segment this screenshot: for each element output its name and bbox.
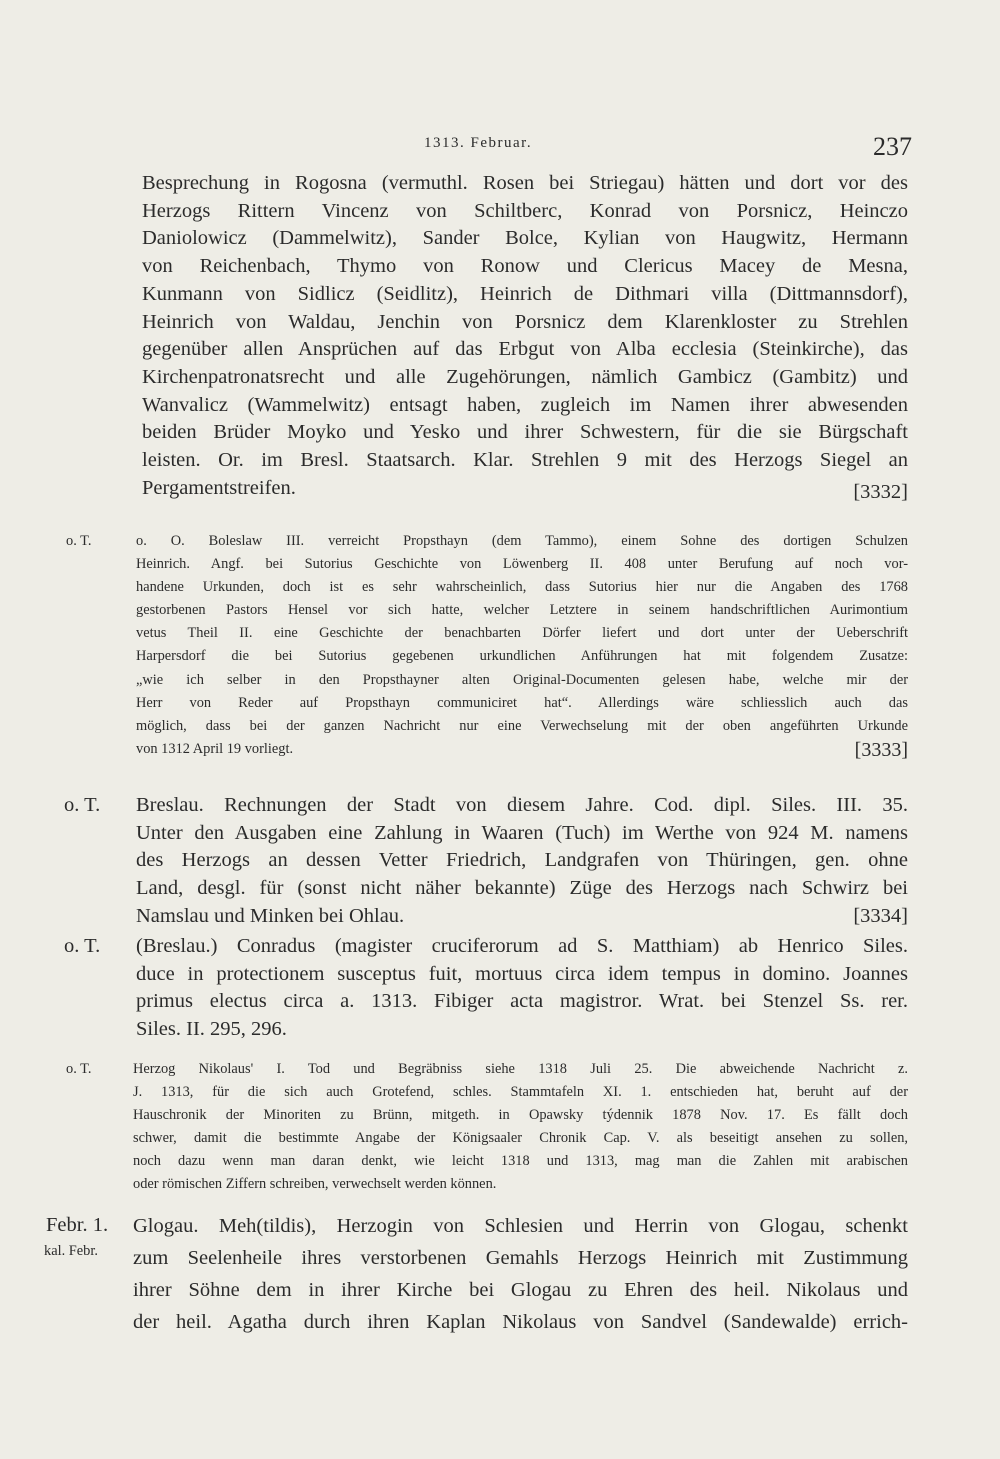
text-line: Breslau. Rechnungen der Stadt von diesem Jahre. Cod. dipl. Siles. III. 35. (136, 794, 908, 816)
margin-date: Febr. 1. (46, 1214, 109, 1236)
text-line-content: von 1312 April 19 vorliegt. (136, 740, 294, 757)
text-line: handene Urkunden, doch ist es sehr wahrscheinlich, dass Sutorius hier nur die Angaben des 1768 (136, 579, 908, 596)
text-line: ihrer Söhne dem in ihrer Kirche bei Glogau zu Ehren des heil. Nikolaus und (133, 1279, 908, 1301)
text-line: zum Seelenheile ihres verstorbenen Gemahls Herzogs Heinrich mit Zustimmung (133, 1247, 908, 1269)
entry-reference: [3333] (854, 738, 908, 761)
entry-3333 (136, 530, 908, 761)
text-line: Glogau. Meh(tildis), Herzogin von Schlesien und Herrin von Glogau, schenkt (133, 1215, 908, 1237)
text-line: primus electus circa a. 1313. Fibiger acta magistror. Wrat. bei Stenzel Ss. rer. (136, 990, 908, 1013)
margin-date: o. T. (64, 794, 101, 816)
text-line (142, 475, 908, 503)
text-line: oder römischen Ziffern schreiben, verwechselt werden können. (133, 1176, 497, 1193)
page-header (0, 132, 1000, 168)
text-line: schwer, damit die bestimmte Angabe der Königsaaler Chronik Cap. V. als beseitigt ansehen zu sollen, (133, 1130, 908, 1147)
text-line: gegenüber allen Ansprüchen auf das Erbgut von Alba ecclesia (Steinkirche), das (142, 338, 908, 361)
entry-3332 (142, 170, 908, 502)
entry-reference: [3332] (853, 480, 908, 503)
text-line: Herzog Nikolaus' I. Tod und Begräbniss siehe 1318 Juli 25. Die abweichende Nachricht z. (133, 1061, 908, 1077)
text-line: duce in protectionem susceptus fuit, mortuus circa idem tempus in domino. Joannes (136, 962, 908, 985)
text-line: leisten. Or. im Bresl. Staatsarch. Klar. Strehlen 9 mit des Herzogs Siegel an (142, 449, 908, 472)
text-line: vetus Theil II. eine Geschichte der benachbarten Dörfer liefert und dort unter der Ueberschrift (136, 625, 908, 642)
text-line: Kirchenpatronatsrecht und alle Zugehörungen, nämlich Gambicz (Gambitz) und (142, 365, 908, 388)
text-line: Herr von Reder auf Propsthayn communiciret hat“. Allerdings wäre schliesslich auch das (136, 694, 908, 711)
text-line: Daniolowicz (Dammelwitz), Sander Bolce, Kylian von Haugwitz, Hermann (142, 227, 908, 250)
text-line: Heinrich. Angf. bei Sutorius Geschichte von Löwenberg II. 408 unter Berufung auf noch vor- (136, 556, 908, 573)
text-line: „wie ich selber in den Propsthayner alten Original-Documenten gelesen habe, welche mir der (136, 671, 908, 688)
text-line: Unter den Ausgaben eine Zahlung in Waaren (Tuch) im Werthe von 924 M. namens (136, 821, 908, 844)
margin-date-secondary: kal. Febr. (44, 1243, 98, 1259)
margin-date: o. T. (66, 1061, 92, 1077)
entry-glogau (133, 1210, 908, 1338)
text-line: noch dazu wenn man daran denkt, wie leicht 1318 und 1313, mag man die Zahlen mit arabischen (133, 1153, 908, 1170)
text-line: beiden Brüder Moyko und Yesko und ihrer Schwestern, für die sie Bürgschaft (142, 421, 908, 444)
text-line: Harpersdorf die bei Sutorius gegebenen urkundlichen Anführungen hat mit folgendem Zusatze: (136, 648, 908, 665)
text-line (136, 903, 908, 931)
text-line: J. 1313, für die sich auch Grotefend, schles. Stammtafeln XI. 1. entschieden hat, beruht auf der (133, 1084, 908, 1101)
running-title: 1313. Februar. (424, 135, 533, 151)
text-line: Besprechung in Rogosna (vermuthl. Rosen bei Striegau) hätten und dort vor des (142, 172, 908, 194)
entry-nikolaus (133, 1058, 908, 1197)
text-line: des Herzogs an dessen Vetter Friedrich, Landgrafen von Thüringen, gen. ohne (136, 849, 908, 872)
text-line: (Breslau.) Conradus (magister cruciferorum ad S. Matthiam) ab Henrico Siles. (136, 935, 908, 957)
entry-3334 (136, 792, 908, 931)
text-line: Land, desgl. für (sonst nicht näher bekannte) Züge des Herzogs nach Schwirz bei (136, 877, 908, 900)
entry-reference: [3334] (853, 904, 908, 927)
margin-date: o. T. (66, 533, 92, 549)
text-line: Wanvalicz (Wammelwitz) entsagt haben, zugleich im Namen ihrer abwesenden (142, 393, 908, 416)
text-line (136, 738, 908, 761)
text-line: Hauschronik der Minoriten zu Brünn, mitgeth. in Opawsky týdennik 1878 Nov. 17. Es fällt doch (133, 1107, 908, 1124)
text-line: gestorbenen Pastors Hensel vor sich hatte, welcher Letztere in seinem handschriftlichen Aurimontium (136, 602, 908, 619)
text-line: von Reichenbach, Thymo von Ronow und Clericus Macey de Mesna, (142, 255, 908, 278)
text-line-content: Namslau und Minken bei Ohlau. (136, 904, 405, 927)
text-line: o. O. Boleslaw III. verreicht Propsthayn (dem Tammo), einem Sohne des dortigen Schulzen (136, 533, 908, 549)
entry-conradus (136, 933, 908, 1044)
text-line-content: Pergamentstreifen. (142, 476, 296, 499)
text-line: Kunmann von Sidlicz (Seidlitz), Heinrich de Dithmari villa (Dittmannsdorf), (142, 282, 908, 305)
margin-date: o. T. (64, 935, 101, 957)
text-line: Heinrich von Waldau, Jenchin von Porsnicz dem Klarenkloster zu Strehlen (142, 310, 908, 333)
text-line: der heil. Agatha durch ihren Kaplan Nikolaus von Sandvel (Sandewalde) errich- (133, 1311, 908, 1333)
text-line: Siles. II. 295, 296. (136, 1018, 287, 1041)
page-number: 237 (873, 132, 912, 161)
text-line: möglich, dass bei der ganzen Nachricht nur eine Verwechselung mit der oben angeführten Urkunde (136, 717, 908, 734)
text-line: Herzogs Rittern Vincenz von Schiltberc, Konrad von Porsnicz, Heinczo (142, 199, 908, 222)
